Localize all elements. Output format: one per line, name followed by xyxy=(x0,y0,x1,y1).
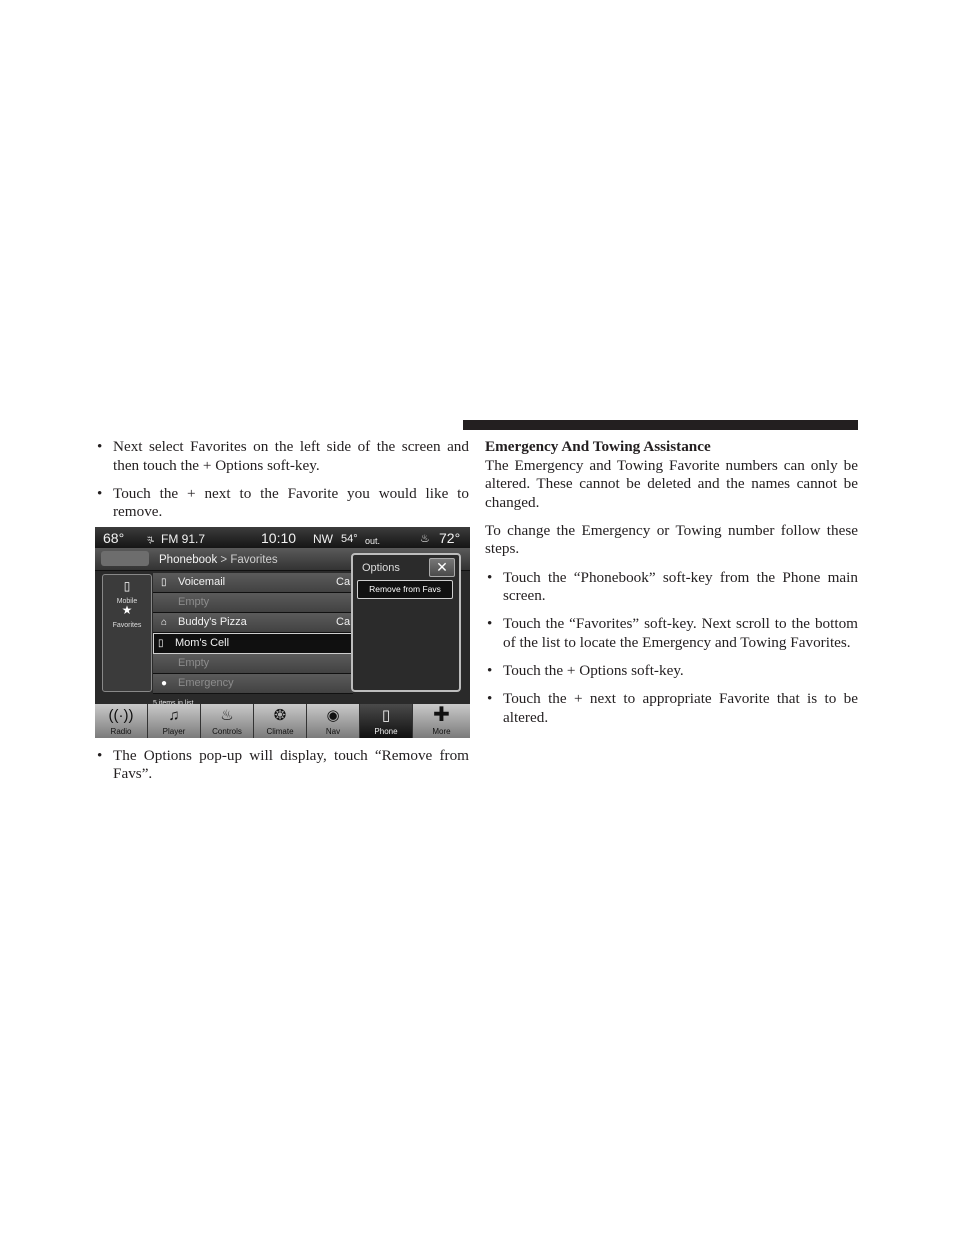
tab-label: Player xyxy=(162,726,186,736)
tab-more[interactable] xyxy=(413,704,470,738)
bullet-options-popup xyxy=(95,747,469,784)
bullet-text: The Options pop-up will display, touch “Remove from Favs”. xyxy=(113,746,469,783)
side-item-favorites[interactable] xyxy=(103,603,151,636)
call-label: Ca xyxy=(336,615,351,628)
back-button[interactable] xyxy=(101,551,149,566)
radio-station: FM 91.7 xyxy=(161,531,206,546)
list-item-label: Buddy's Pizza xyxy=(178,615,247,628)
phone-icon: ▯ xyxy=(381,706,391,724)
bullet-dot: • xyxy=(97,438,103,455)
list-item-label: Emergency xyxy=(178,676,234,689)
list-item[interactable] xyxy=(153,674,353,694)
tab-label: Phone xyxy=(374,726,398,736)
phone-icon: ▯ xyxy=(161,576,167,588)
favorites-list xyxy=(153,573,353,694)
section-header-bar xyxy=(463,420,858,430)
bullet-text: Touch the “Favorites” soft-key. Next scroll to the bottom of the list to locate the Emergency and Towing Favorites. xyxy=(503,615,858,651)
bullet-phonebook xyxy=(485,569,858,606)
home-icon: ⌂ xyxy=(161,616,168,628)
bullet-dot: • xyxy=(97,484,103,502)
bullet-text: Touch the + next to appropriate Favorite that is to be altered. xyxy=(503,690,858,726)
list-item[interactable] xyxy=(153,613,353,633)
list-item[interactable] xyxy=(153,654,353,674)
list-item-label: Voicemail xyxy=(178,575,226,588)
tab-controls[interactable] xyxy=(201,704,254,738)
paragraph-altered: The Emergency and Towing Favorite numbers can only be altered. These cannot be deleted and the names cannot be changed. xyxy=(485,456,858,511)
bullet-text: Next select Favorites on the left side of the screen and then touch the + Options soft-key. xyxy=(113,438,469,474)
options-popup xyxy=(351,553,461,692)
clock: 10:10 xyxy=(261,529,297,546)
list-item-selected[interactable] xyxy=(153,633,353,654)
paragraph-steps: To change the Emergency or Towing number follow these steps. xyxy=(485,521,858,558)
tab-label: Controls xyxy=(212,726,242,736)
outside-label: out. xyxy=(365,535,381,546)
bullet-dot: • xyxy=(487,661,493,679)
inside-temp: 72° xyxy=(439,529,461,546)
left-column xyxy=(95,438,469,784)
tab-climate[interactable] xyxy=(254,704,307,738)
signal-icon: ꔨ xyxy=(147,534,155,545)
outside-temp: 54° xyxy=(341,532,358,545)
breadcrumb-path xyxy=(159,551,278,570)
tab-label: Nav xyxy=(325,726,341,736)
phonebook-side-menu xyxy=(102,574,152,692)
dot-icon: ● xyxy=(161,677,168,689)
climate-icon: ❂ xyxy=(273,706,287,724)
seat-heat-icon[interactable]: ♨ xyxy=(420,532,430,545)
list-item-label: Empty xyxy=(178,595,210,608)
bullet-text: Touch the “Phonebook” soft-key from the Phone main screen. xyxy=(503,568,858,605)
bullet-dot: • xyxy=(487,615,493,633)
bottom-nav xyxy=(95,704,470,738)
status-bar xyxy=(95,527,470,548)
list-item[interactable] xyxy=(153,573,353,593)
breadcrumb-root[interactable]: Phonebook xyxy=(159,553,218,566)
plus-icon: ✚ xyxy=(433,703,450,726)
bullet-dot: • xyxy=(487,568,493,586)
bullet-text: Touch the + Options soft-key. xyxy=(503,661,684,679)
mobile-phone-icon: ▯ xyxy=(123,578,131,593)
controls-icon: ♨ xyxy=(220,706,234,724)
bullet-options xyxy=(485,662,858,681)
breadcrumb-separator: > xyxy=(220,553,228,566)
bullet-dot: • xyxy=(487,690,493,708)
bullet-text: Touch the + next to the Favorite you would like to remove. xyxy=(113,484,469,521)
tab-nav[interactable] xyxy=(307,704,360,738)
list-item-label: Empty xyxy=(178,656,210,669)
compass-heading: NW xyxy=(313,531,333,546)
list-item-label: Mom's Cell xyxy=(175,636,230,649)
breadcrumb-current: Favorites xyxy=(230,553,278,566)
tab-label: Climate xyxy=(266,726,294,736)
tab-label: More xyxy=(432,726,451,736)
bullet-dot: • xyxy=(97,746,103,764)
tab-radio[interactable] xyxy=(95,704,148,738)
tab-player[interactable] xyxy=(148,704,201,738)
star-icon: ★ xyxy=(121,602,133,617)
player-icon: ♫ xyxy=(168,706,180,724)
popup-title: Options xyxy=(362,561,400,574)
bullet-favorites xyxy=(485,615,858,652)
side-item-label: Favorites xyxy=(112,621,142,629)
close-icon[interactable]: ✕ xyxy=(429,558,455,577)
compass-icon: ◉ xyxy=(326,706,340,724)
tab-label: Radio xyxy=(110,726,132,736)
bullet-select-favorites xyxy=(95,438,469,475)
bullet-alter xyxy=(485,690,858,727)
radio-icon: ((·)) xyxy=(108,706,134,724)
right-column xyxy=(485,438,858,727)
call-label: Ca xyxy=(336,575,351,588)
list-item[interactable] xyxy=(153,593,353,613)
remove-from-favs-button[interactable]: Remove from Favs xyxy=(357,580,453,599)
head-unit-screenshot xyxy=(95,527,470,738)
outside-temp-left: 68° xyxy=(103,529,125,546)
side-item-label: Mobile xyxy=(116,597,138,605)
tab-phone[interactable] xyxy=(360,704,413,738)
section-heading: Emergency And Towing Assistance xyxy=(485,438,711,455)
bullet-touch-plus xyxy=(95,485,469,522)
phone-icon: ▯ xyxy=(158,637,164,649)
